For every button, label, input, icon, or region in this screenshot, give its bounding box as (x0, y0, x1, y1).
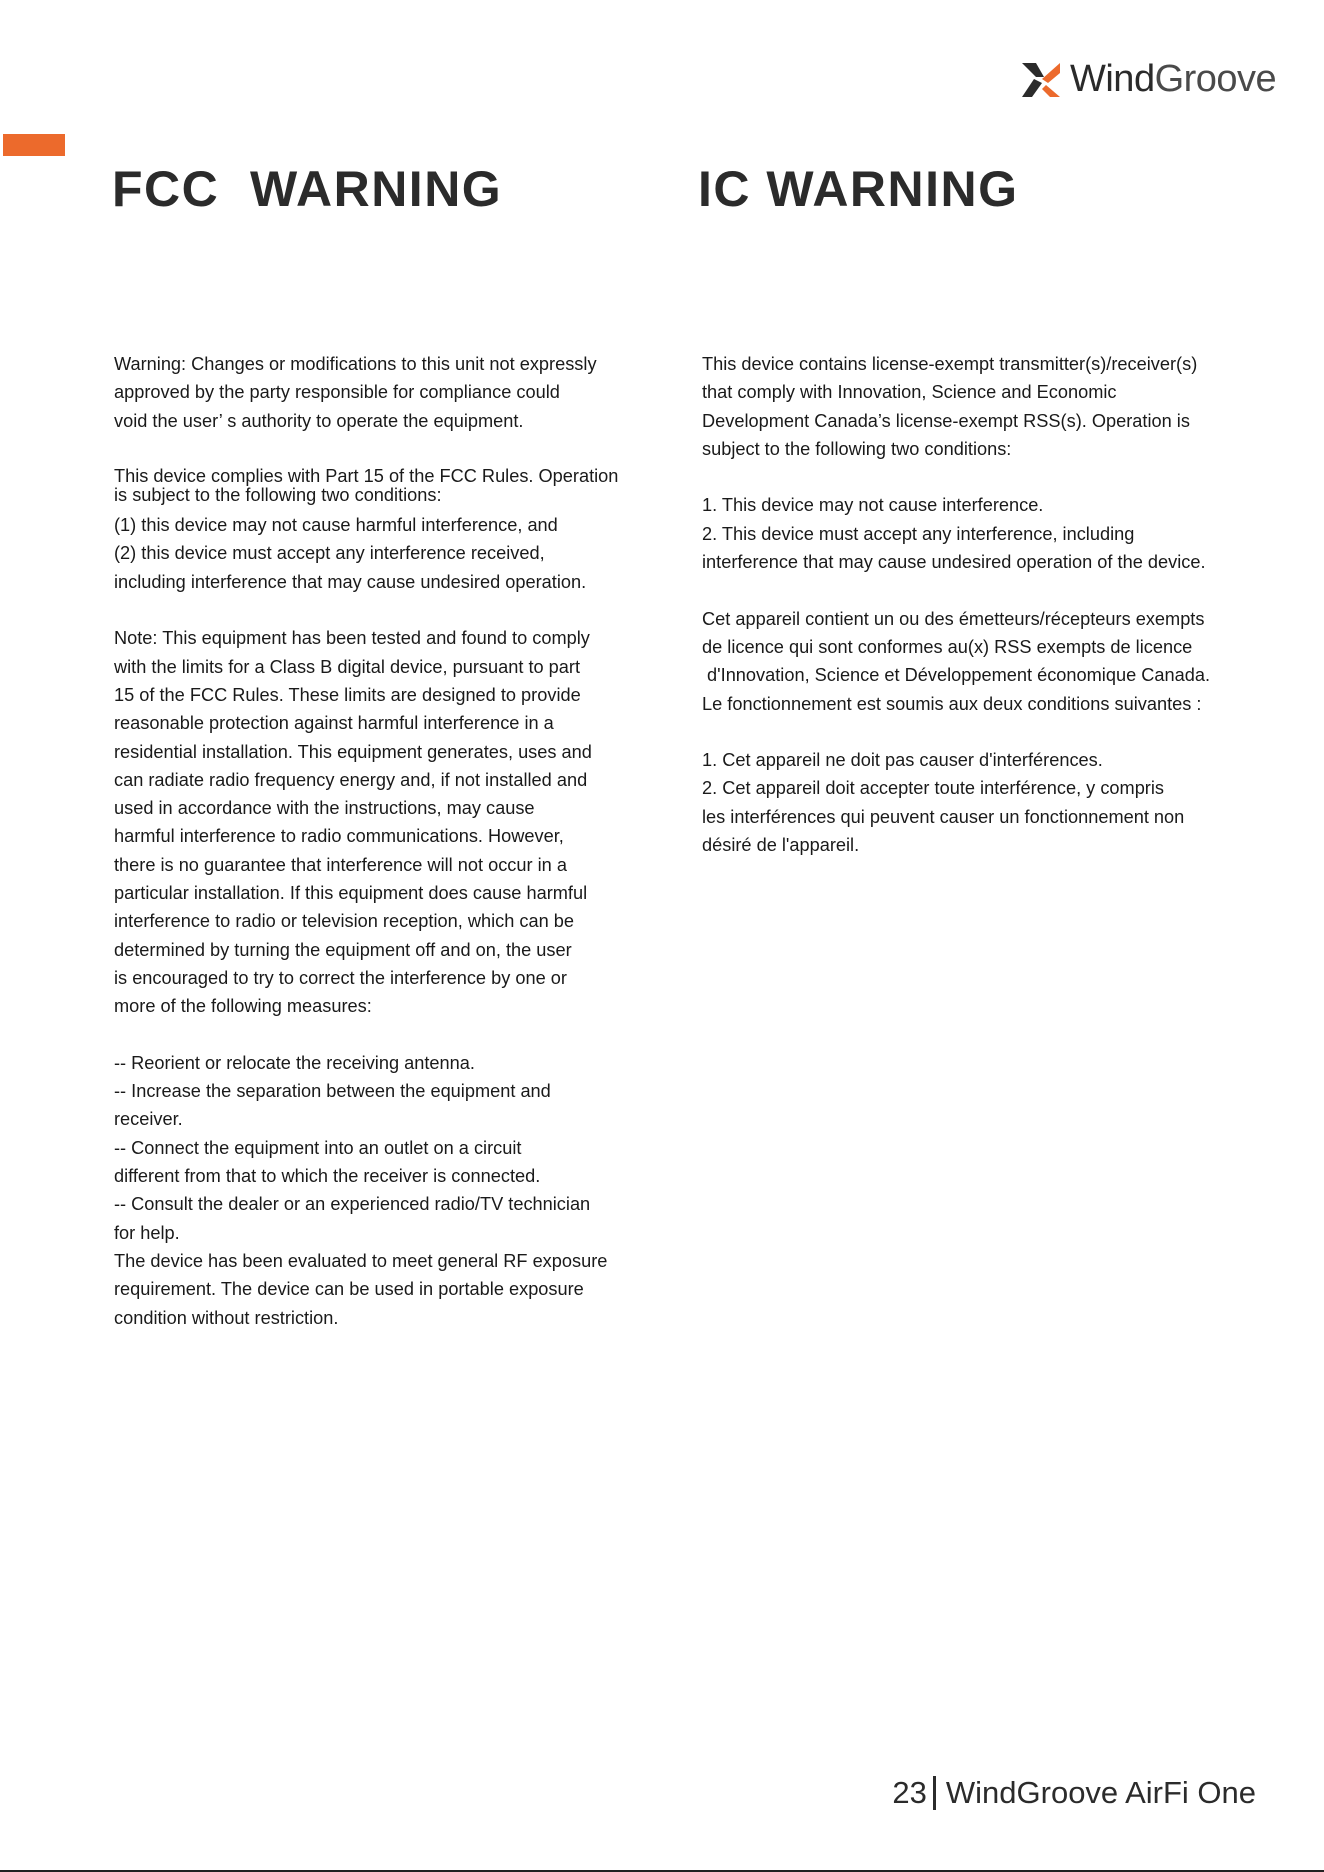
fcc-note-line: more of the following measures: (114, 996, 372, 1017)
fcc-heading: FCC WARNING (112, 161, 503, 217)
fcc-measure-line: -- Increase the separation between the equipment and (114, 1081, 551, 1102)
accent-bar (3, 134, 65, 156)
fcc-compliance-line: is subject to the following two conditions: (114, 485, 442, 506)
fcc-rf-exposure-line: The device has been evaluated to meet general RF exposure (114, 1250, 608, 1271)
fcc-note-line: 15 of the FCC Rules. These limits are designed to provide (114, 684, 581, 705)
fcc-compliance-line: This device complies with Part 15 of the FCC Rules. Operation (114, 466, 619, 487)
brand-word-2: Groove (1154, 58, 1277, 100)
ic-heading: IC WARNING (698, 161, 1019, 217)
fcc-note-line: residential installation. This equipment generates, uses and (114, 741, 592, 762)
ic-fr-intro-line: Le fonctionnement est soumis aux deux conditions suivantes : (702, 693, 1202, 714)
fcc-note-line: interference to radio or television reception, which can be (114, 911, 574, 932)
ic-intro-line: subject to the following two conditions: (702, 438, 1012, 459)
fcc-measure-line: -- Consult the dealer or an experienced radio/TV technician (114, 1194, 591, 1215)
brand-wordmark (1070, 58, 1276, 101)
ic-column (702, 350, 1232, 859)
brand-word-1: Wind (1070, 58, 1155, 100)
fcc-rf-exposure-line: requirement. The device can be used in portable exposure (114, 1279, 584, 1300)
ic-fr-condition: 1. Cet appareil ne doit pas causer d'interférences. (702, 750, 1103, 771)
fcc-note-line: used in accordance with the instructions, may cause (114, 798, 535, 819)
fcc-note-line: harmful interference to radio communications. However, (114, 826, 564, 847)
fcc-note-line: there is no guarantee that interference will not occur in a (114, 854, 567, 875)
ic-condition: 1. This device may not cause interference. (702, 495, 1044, 516)
fcc-condition: including interference that may cause undesired operation. (114, 571, 587, 592)
ic-fr-condition: désiré de l'appareil. (702, 835, 860, 856)
fcc-warning-line: approved by the party responsible for compliance could (114, 382, 560, 403)
fcc-note-line: can radiate radio frequency energy and, if not installed and (114, 769, 588, 790)
fcc-note-line: is encouraged to try to correct the interference by one or (114, 967, 567, 988)
ic-fr-intro-line: d'Innovation, Science et Développement économique Canada. (702, 665, 1211, 686)
footer-divider (933, 1776, 936, 1810)
fcc-measure-line: -- Reorient or relocate the receiving antenna. (114, 1052, 475, 1073)
fcc-warning-line: Warning: Changes or modifications to this unit not expressly (114, 354, 597, 374)
brand-logo (1020, 58, 1276, 101)
fcc-rf-exposure-line: condition without restriction. (114, 1307, 339, 1328)
ic-intro-line: Development Canada’s license-exempt RSS(s). Operation is (702, 410, 1190, 431)
fcc-column (114, 350, 634, 1332)
ic-condition: 2. This device must accept any interference, including (702, 523, 1135, 544)
page-footer (892, 1775, 1256, 1811)
fcc-note-line: reasonable protection against harmful interference in a (114, 713, 554, 734)
fcc-measure-line: for help. (114, 1222, 180, 1243)
ic-fr-condition: 2. Cet appareil doit accepter toute interférence, y compris (702, 778, 1164, 799)
fcc-measure-line: different from that to which the receiver is connected. (114, 1166, 541, 1187)
ic-fr-condition: les interférences qui peuvent causer un fonctionnement non (702, 806, 1185, 827)
fcc-measure-line: -- Connect the equipment into an outlet on a circuit (114, 1137, 522, 1158)
fcc-note-line: with the limits for a Class B digital device, pursuant to part (114, 656, 581, 677)
fcc-warning-line: void the user’ s authority to operate the equipment. (114, 410, 524, 431)
ic-fr-intro-line: Cet appareil contient un ou des émetteurs/récepteurs exempts (702, 608, 1205, 629)
ic-intro-line: that comply with Innovation, Science and Economic (702, 382, 1117, 403)
fcc-condition: (1) this device may not cause harmful interference, and (114, 515, 558, 536)
fcc-measure-line: receiver. (114, 1109, 183, 1130)
page-number: 23 (892, 1775, 927, 1810)
ic-fr-intro-line: de licence qui sont conformes au(x) RSS exempts de licence (702, 636, 1193, 657)
fcc-condition: (2) this device must accept any interference received, (114, 543, 545, 564)
windgroove-logo-icon (1020, 59, 1062, 101)
ic-condition: interference that may cause undesired operation of the device. (702, 552, 1206, 573)
product-name: WindGroove AirFi One (945, 1775, 1256, 1810)
fcc-note-line: particular installation. If this equipment does cause harmful (114, 883, 588, 904)
ic-intro-line: This device contains license-exempt transmitter(s)/receiver(s) (702, 354, 1198, 374)
fcc-note-line: determined by turning the equipment off and on, the user (114, 939, 572, 960)
fcc-note-line: Note: This equipment has been tested and found to comply (114, 628, 590, 649)
